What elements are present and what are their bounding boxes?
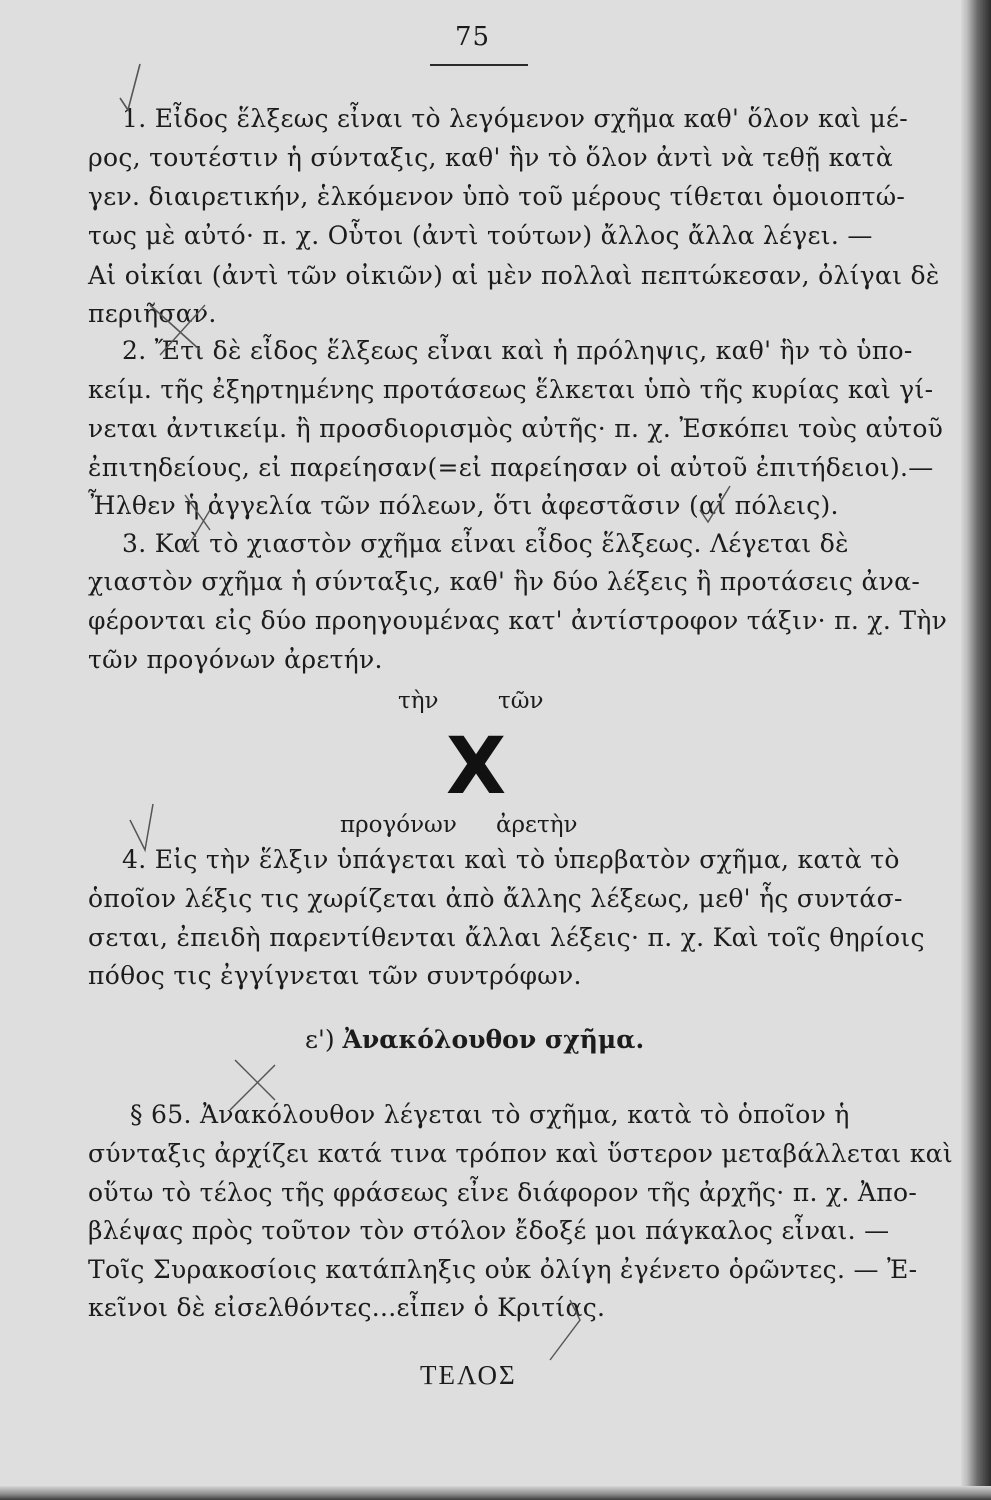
text-line: χιαστὸν σχῆμα ἡ σύνταξις, καθ' ἣν δύο λέξεις ἢ προτάσεις ἀνα- (88, 567, 921, 596)
text-line: ὁποῖον λέξις τις χωρίζεται ἀπὸ ἄλλης λέξεως, μεθ' ἧς συντάσ- (88, 884, 903, 913)
page-number: 75 (455, 22, 491, 52)
scan-edge-bottom (0, 1486, 991, 1500)
chiasm-top-left: τὴν (398, 688, 439, 714)
page-number-rule (430, 64, 528, 66)
text-line: § 65. Ἀνακόλουθον λέγεται τὸ σχῆμα, κατὰ τὸ ὁποῖον ἡ (130, 1100, 850, 1129)
text-line: γεν. διαιρετικήν, ἑλκόμενον ὑπὸ τοῦ μέρους τίθεται ὁμοιοπτώ- (88, 182, 906, 211)
text-line: Τοῖς Συρακοσίοις κατάπληξις οὐκ ὀλίγη ἐγένετο ὁρῶντες. — Ἐ- (88, 1255, 918, 1284)
text-line: τῶν προγόνων ἀρετήν. (88, 645, 383, 674)
text-line: οὕτω τὸ τέλος τῆς φράσεως εἶνε διάφορον τῆς ἀρχῆς· π. χ. Ἀπο- (88, 1178, 918, 1207)
text-line: 2. Ἔτι δὲ εἶδος ἕλξεως εἶναι καὶ ἡ πρόληψις, καθ' ἣν τὸ ὑπο- (122, 336, 913, 365)
chiasm-bottom-right: ἀρετὴν (496, 812, 578, 838)
scan-edge-right (961, 0, 991, 1500)
text-line: τως μὲ αὐτό· π. χ. Οὗτοι (ἀντὶ τούτων) ἄλλος ἄλλα λέγει. — (88, 221, 873, 250)
chiasm-top-right: τῶν (498, 688, 544, 714)
text-line: Αἱ οἰκίαι (ἀντὶ τῶν οἰκιῶν) αἱ μὲν πολλαὶ πεπτώκεσαν, ὀλίγαι δὲ (88, 261, 940, 290)
text-line: Ἦλθεν ἡ ἀγγελία τῶν πόλεων, ὅτι ἀφεστᾶσιν (αἱ πόλεις). (88, 491, 839, 520)
chiasm-cross: X (446, 722, 507, 812)
text-line: 1. Εἶδος ἕλξεως εἶναι τὸ λεγόμενον σχῆμα καθ' ὅλον καὶ μέ- (122, 104, 909, 133)
text-line: περιῆσαν. (88, 299, 217, 328)
end-mark: ΤΕΛΟΣ (420, 1360, 517, 1390)
section-heading (305, 1025, 644, 1054)
section-heading-prefix: ε') (305, 1025, 335, 1054)
text-line: βλέψας πρὸς τοῦτον τὸν στόλον ἔδοξέ μοι πάγκαλος εἶναι. — (88, 1216, 890, 1245)
text-line: ρος, τουτέστιν ἡ σύνταξις, καθ' ἣν τὸ ὅλον ἀντὶ νὰ τεθῇ κατὰ (88, 143, 893, 172)
text-line: σεται, ἐπειδὴ παρεντίθενται ἄλλαι λέξεις· π. χ. Καὶ τοῖς θηρίοις (88, 923, 925, 952)
text-line: κείμ. τῆς ἐξηρτημένης προτάσεως ἕλκεται ὑπὸ τῆς κυρίας καὶ γί- (88, 375, 934, 404)
text-line: κεῖνοι δὲ εἰσελθόντες...εἶπεν ὁ Κριτίας. (88, 1293, 606, 1322)
text-line: φέρονται εἰς δύο προηγουμένας κατ' ἀντίστροφον τάξιν· π. χ. Τὴν (88, 606, 948, 635)
text-line: σύνταξις ἀρχίζει κατά τινα τρόπον καὶ ὕστερον μεταβάλλεται καὶ (88, 1139, 953, 1168)
chiasm-bottom-left: προγόνων (340, 812, 457, 838)
text-line: 4. Εἰς τὴν ἕλξιν ὑπάγεται καὶ τὸ ὑπερβατὸν σχῆμα, κατὰ τὸ (122, 845, 900, 874)
text-line: 3. Καὶ τὸ χιαστὸν σχῆμα εἶναι εἶδος ἕλξεως. Λέγεται δὲ (122, 529, 849, 558)
text-line: ἐπιτηδείους, εἰ παρείησαν(=εἰ παρείησαν οἱ αὐτοῦ ἐπιτήδειοι).— (88, 453, 934, 482)
text-line: νεται ἀντικείμ. ἢ προσδιορισμὸς αὐτῆς· π. χ. Ἐσκόπει τοὺς αὐτοῦ (88, 414, 944, 443)
section-heading-title: Ἀνακόλουθον σχῆμα. (342, 1025, 645, 1054)
text-line: πόθος τις ἐγγίγνεται τῶν συντρόφων. (88, 961, 582, 990)
